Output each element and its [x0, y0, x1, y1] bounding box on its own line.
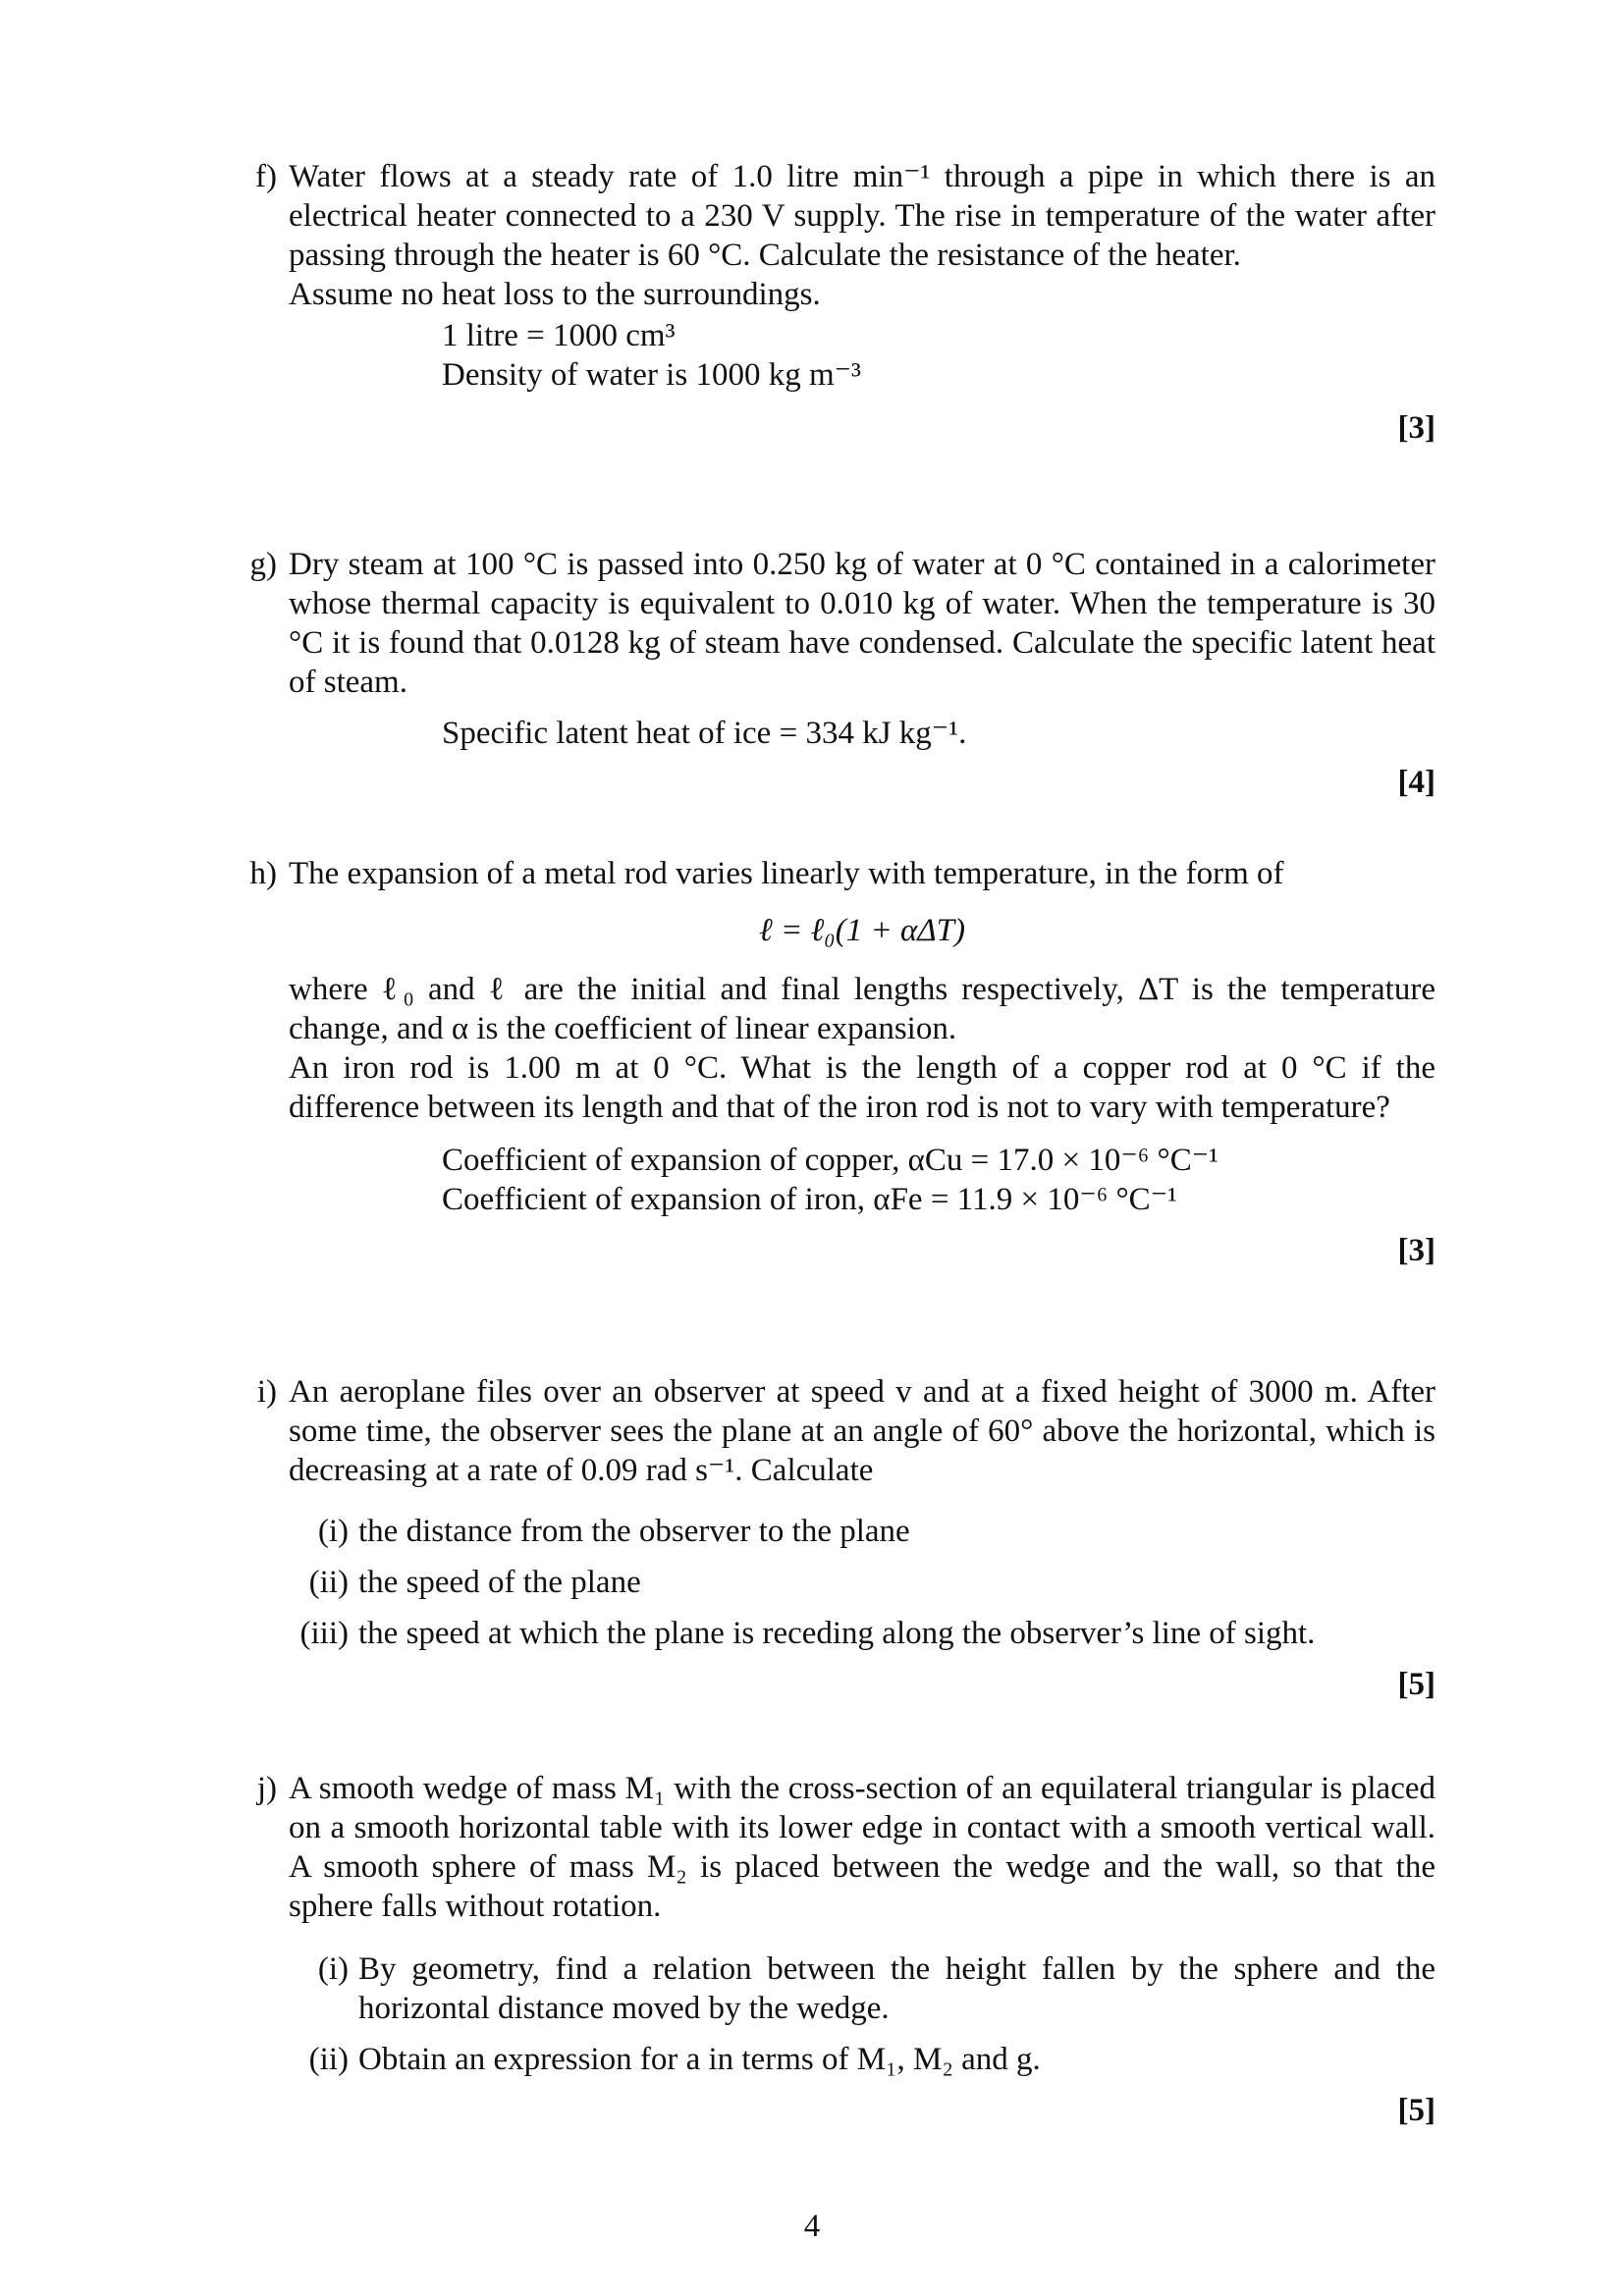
- sub-part-text: the distance from the observer to the plane: [358, 1514, 910, 1549]
- question-text: An aeroplane files over an observer at speed v and at a fixed height of 3000 m. After some time, the observer sees the plane at an angle of 60° above the horizontal, which is decreasing at a rate of 0.09 rad s⁻¹. Calculate: [289, 1374, 1435, 1488]
- given-data: [442, 714, 1435, 753]
- marks: [3]: [1397, 410, 1435, 446]
- given-line: Coefficient of expansion of iron, αFe = 11.9 × 10⁻⁶ °C⁻¹: [442, 1182, 1178, 1217]
- question-text: Dry steam at 100 °C is passed into 0.250 kg of water at 0 °C contained in a calorimeter whose thermal capacity is equivalent to 0.010 kg of water. When the temperature is 30 °C it is found that 0.0128 kg of steam have condensed. Calculate the specific latent heat of steam.: [289, 547, 1435, 700]
- sub-part-label: (i): [317, 1514, 349, 1549]
- question-label: j): [256, 1771, 277, 1806]
- question-line: where ℓ₀ and ℓ are the initial and final lengths respectively, ΔT is the temperature change, and α is the coefficient of linear expansion.: [289, 972, 1435, 1046]
- marks: [3]: [1397, 1233, 1435, 1268]
- marks: [5]: [1397, 2093, 1435, 2128]
- sub-part-text: the speed of the plane: [358, 1565, 641, 1600]
- question-j: [226, 1769, 1435, 2130]
- question-line: An iron rod is 1.00 m at 0 °C. What is the length of a copper rod at 0 °C if the difference between its length and that of the iron rod is not to vary with temperature?: [289, 1050, 1435, 1125]
- question-label: i): [256, 1374, 277, 1410]
- sub-part: [289, 2040, 1435, 2079]
- sub-part-label: (i): [317, 1951, 349, 1987]
- sub-part-text: the speed at which the plane is receding along the observer’s line of sight.: [358, 1616, 1316, 1651]
- given-line: Density of water is 1000 kg m⁻³: [442, 357, 861, 393]
- question-f: [226, 157, 1435, 448]
- sub-part: [289, 1614, 1435, 1653]
- question-label: f): [255, 159, 277, 194]
- sub-part-text: Obtain an expression for a in terms of M₁, M₂ and g.: [358, 2042, 1041, 2077]
- given-line: 1 litre = 1000 cm³: [442, 318, 676, 353]
- sub-part-text: By geometry, find a relation between the height fallen by the sphere and the horizontal distance moved by the wedge.: [358, 1951, 1435, 2026]
- given-line: Coefficient of expansion of copper, αCu = 17.0 × 10⁻⁶ °C⁻¹: [442, 1143, 1219, 1178]
- question-g: [226, 545, 1435, 802]
- sub-parts: [289, 1949, 1435, 2079]
- sub-part-label: (ii): [308, 2042, 349, 2077]
- given-data: [442, 316, 1435, 395]
- sub-part-label: (iii): [299, 1616, 349, 1651]
- question-text: A smooth wedge of mass M₁ with the cross-section of an equilateral triangular is placed on a smooth horizontal table with its lower edge in contact with a smooth vertical wall. A smooth sphere of mass M₂ is placed between the wedge and the wall, so that the sphere falls without rotation.: [289, 1771, 1435, 1924]
- sub-part: [289, 1563, 1435, 1602]
- question-text: [289, 970, 1435, 1127]
- question-text: [289, 157, 1435, 314]
- question-line: Water flows at a steady rate of 1.0 litre min⁻¹ through a pipe in which there is an electrical heater connected to a 230 V supply. The rise in temperature of the water after passing through the heater is 60 °C. Calculate the resistance of the heater.: [289, 159, 1435, 273]
- sub-part: [289, 1949, 1435, 2028]
- question-intro: The expansion of a metal rod varies linearly with temperature, in the form of: [289, 856, 1284, 891]
- given-line: Specific latent heat of ice = 334 kJ kg⁻¹.: [442, 716, 967, 751]
- given-data: [442, 1141, 1435, 1219]
- expansion-equation: ℓ = ℓ₀(1 + αΔT): [758, 913, 966, 948]
- question-label: g): [249, 547, 277, 582]
- question-line: Assume no heat loss to the surroundings.: [289, 277, 821, 312]
- sub-part-label: (ii): [308, 1565, 349, 1600]
- question-h: [226, 854, 1435, 1270]
- marks: [4]: [1397, 765, 1435, 800]
- marks: [5]: [1397, 1667, 1435, 1702]
- question-label: h): [249, 856, 277, 891]
- question-i: [226, 1372, 1435, 1704]
- sub-parts: [289, 1512, 1435, 1653]
- sub-part: [289, 1512, 1435, 1551]
- page-number: 4: [803, 2209, 821, 2244]
